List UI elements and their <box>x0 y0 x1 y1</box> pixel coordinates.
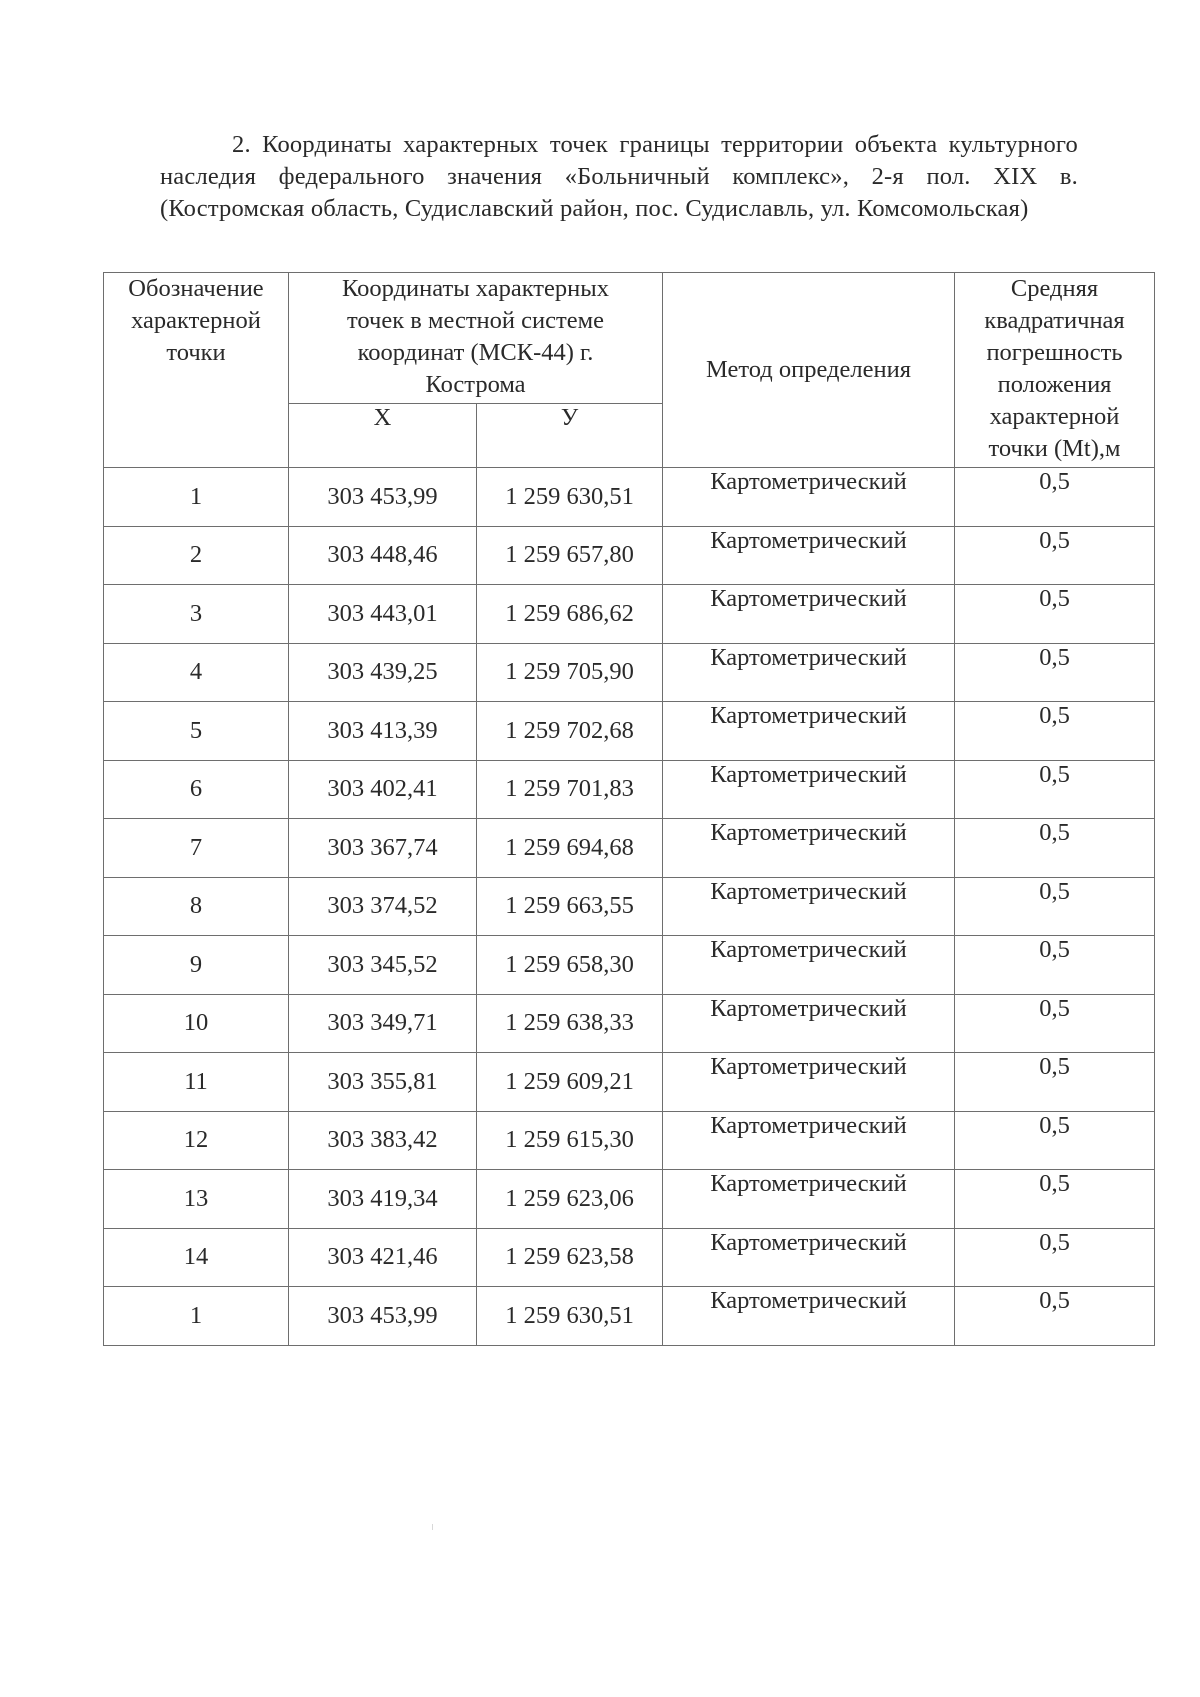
cell-x: 303 402,41 <box>289 760 477 819</box>
cell-error: 0,5 <box>955 702 1155 761</box>
cell-error: 0,5 <box>955 760 1155 819</box>
cell-y: 1 259 623,06 <box>477 1170 663 1229</box>
table-row <box>104 936 1155 995</box>
cell-y: 1 259 694,68 <box>477 819 663 878</box>
cell-x: 303 421,46 <box>289 1228 477 1287</box>
cell-error: 0,5 <box>955 1053 1155 1112</box>
table-row <box>104 702 1155 761</box>
cell-error: 0,5 <box>955 1228 1155 1287</box>
table-header-row <box>104 273 1155 404</box>
cell-method: Картометрический <box>663 1111 955 1170</box>
cell-x: 303 349,71 <box>289 994 477 1053</box>
table-row <box>104 1111 1155 1170</box>
cell-x: 303 367,74 <box>289 819 477 878</box>
cell-x: 303 443,01 <box>289 585 477 644</box>
cell-method: Картометрический <box>663 936 955 995</box>
header-y: У <box>477 404 663 468</box>
cell-error: 0,5 <box>955 468 1155 527</box>
cell-error: 0,5 <box>955 877 1155 936</box>
header-error: Средняя квадратичная погрешность положения характерной точки (Mt),м <box>955 273 1155 468</box>
cell-method: Картометрический <box>663 1228 955 1287</box>
cell-y: 1 259 638,33 <box>477 994 663 1053</box>
cell-y: 1 259 705,90 <box>477 643 663 702</box>
table-body <box>104 468 1155 1346</box>
header-coordinates: Координаты характерных точек в местной системе координат (МСК-44) г. Кострома <box>289 273 663 404</box>
cell-y: 1 259 630,51 <box>477 468 663 527</box>
cell-point: 2 <box>104 526 289 585</box>
cell-x: 303 448,46 <box>289 526 477 585</box>
cell-method: Картометрический <box>663 1053 955 1112</box>
cell-method: Картометрический <box>663 526 955 585</box>
cell-y: 1 259 630,51 <box>477 1287 663 1346</box>
cell-point: 3 <box>104 585 289 644</box>
table-row <box>104 760 1155 819</box>
cell-method: Картометрический <box>663 877 955 936</box>
cell-x: 303 439,25 <box>289 643 477 702</box>
cell-y: 1 259 623,58 <box>477 1228 663 1287</box>
cell-error: 0,5 <box>955 643 1155 702</box>
cell-y: 1 259 663,55 <box>477 877 663 936</box>
cell-error: 0,5 <box>955 1111 1155 1170</box>
header-x: X <box>289 404 477 468</box>
cell-point: 4 <box>104 643 289 702</box>
cell-y: 1 259 686,62 <box>477 585 663 644</box>
cell-x: 303 413,39 <box>289 702 477 761</box>
cell-point: 12 <box>104 1111 289 1170</box>
cell-method: Картометрический <box>663 819 955 878</box>
document-heading: 2. Координаты характерных точек границы территории объекта культурного наследия федерального значения «Больничный комплекс», 2-я пол. XIX в. (Костромская область, Судиславский район, пос. Судиславль, ул. Комсомольская) <box>160 130 1078 222</box>
cell-method: Картометрический <box>663 702 955 761</box>
table-row <box>104 1228 1155 1287</box>
cell-method: Картометрический <box>663 585 955 644</box>
table-row <box>104 643 1155 702</box>
cell-y: 1 259 701,83 <box>477 760 663 819</box>
table-row <box>104 877 1155 936</box>
cell-x: 303 374,52 <box>289 877 477 936</box>
table-row <box>104 1287 1155 1346</box>
coordinates-table <box>103 272 1155 1346</box>
cell-x: 303 419,34 <box>289 1170 477 1229</box>
scan-mark <box>432 1524 433 1530</box>
cell-point: 5 <box>104 702 289 761</box>
cell-point: 7 <box>104 819 289 878</box>
cell-y: 1 259 702,68 <box>477 702 663 761</box>
cell-method: Картометрический <box>663 994 955 1053</box>
cell-method: Картометрический <box>663 1170 955 1229</box>
cell-point: 13 <box>104 1170 289 1229</box>
cell-method: Картометрический <box>663 1287 955 1346</box>
cell-error: 0,5 <box>955 1170 1155 1229</box>
cell-x: 303 383,42 <box>289 1111 477 1170</box>
table-row <box>104 994 1155 1053</box>
cell-error: 0,5 <box>955 585 1155 644</box>
cell-error: 0,5 <box>955 994 1155 1053</box>
cell-method: Картометрический <box>663 468 955 527</box>
table-row <box>104 1170 1155 1229</box>
cell-point: 6 <box>104 760 289 819</box>
cell-x: 303 453,99 <box>289 468 477 527</box>
table-row <box>104 526 1155 585</box>
cell-point: 1 <box>104 468 289 527</box>
cell-point: 14 <box>104 1228 289 1287</box>
cell-point: 1 <box>104 1287 289 1346</box>
header-point: Обозначение характерной точки <box>104 273 289 468</box>
cell-point: 11 <box>104 1053 289 1112</box>
cell-x: 303 345,52 <box>289 936 477 995</box>
cell-error: 0,5 <box>955 1287 1155 1346</box>
table-row <box>104 585 1155 644</box>
cell-point: 10 <box>104 994 289 1053</box>
table-row <box>104 468 1155 527</box>
cell-y: 1 259 615,30 <box>477 1111 663 1170</box>
cell-error: 0,5 <box>955 819 1155 878</box>
cell-point: 8 <box>104 877 289 936</box>
header-method: Метод определения <box>663 273 955 468</box>
cell-y: 1 259 658,30 <box>477 936 663 995</box>
cell-x: 303 355,81 <box>289 1053 477 1112</box>
cell-y: 1 259 609,21 <box>477 1053 663 1112</box>
cell-point: 9 <box>104 936 289 995</box>
cell-y: 1 259 657,80 <box>477 526 663 585</box>
cell-error: 0,5 <box>955 936 1155 995</box>
table-row <box>104 1053 1155 1112</box>
cell-error: 0,5 <box>955 526 1155 585</box>
cell-method: Картометрический <box>663 760 955 819</box>
cell-x: 303 453,99 <box>289 1287 477 1346</box>
cell-method: Картометрический <box>663 643 955 702</box>
table-row <box>104 819 1155 878</box>
